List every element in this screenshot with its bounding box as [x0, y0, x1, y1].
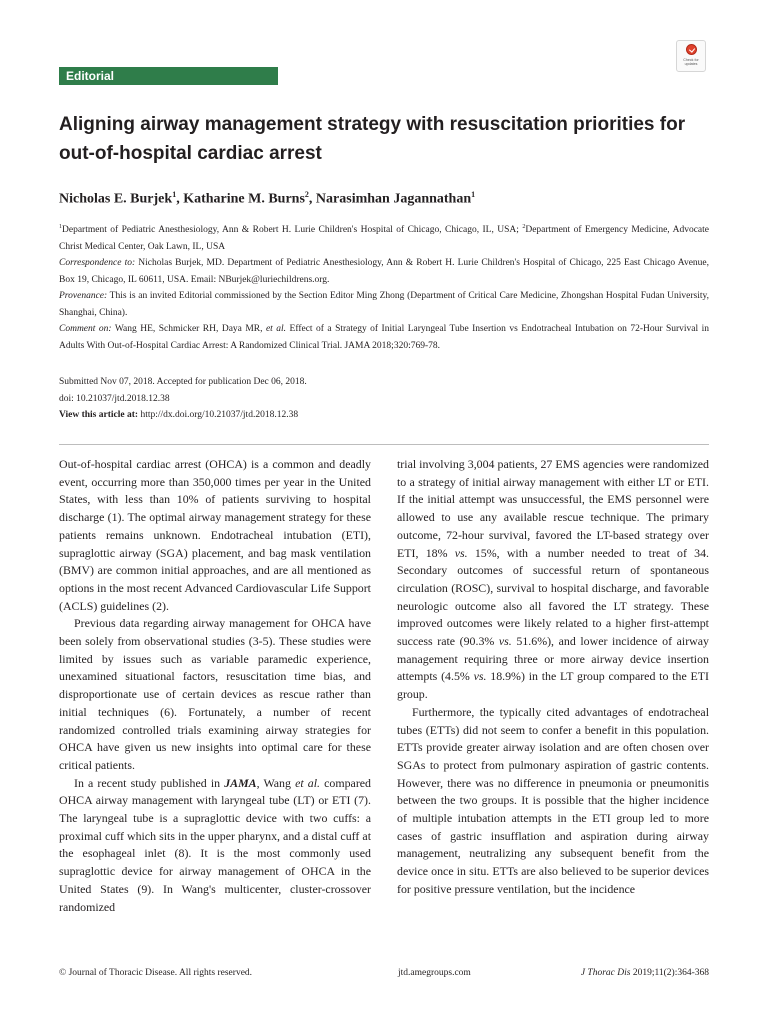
body-paragraph [397, 456, 709, 704]
submission-dates: Submitted Nov 07, 2018. Accepted for publication Dec 06, 2018. [59, 377, 307, 387]
author-name: Katharine M. Burns [183, 191, 305, 207]
author-name: Nicholas E. Burjek [59, 191, 173, 207]
section-label: Editorial [59, 67, 278, 85]
body-paragraph: Furthermore, the typically cited advantages of endotracheal tubes (ETTs) did not seem to confer a benefit in this population. ETTs provide greater airway isolation and are often chosen over SGAs to protect from pulmonary aspiration of gastric contents. However, there was no difference in pneumonia or pneumonitis between the two groups. It is possible that the higher incidence of multiple intubation attempts in the ETI group led to more cases of gastric insufflation and aspiration during airway management, neutralizing any subsequent benefit from the device once in situ. ETTs are also believed to be superior devices for positive pressure ventilation, but the incidence [397, 704, 709, 896]
affiliations [59, 219, 709, 255]
body-column-left [59, 456, 371, 916]
body-paragraph: Out-of-hospital cardiac arrest (OHCA) is a common and deadly event, occurring more than 350,000 times per year in the United States, with less than 10% of patients surviving to hospital discharge (1). The optimal airway management strategy for these patients remains unknown. Endotracheal intubation (ETI), supraglottic airway (SGA) placement, and bag mask ventilation (BMV) are common initial approaches, and are all mentioned as options in the most recent Advanced Cardiovascular Life Support (ACLS) guidelines (2). [59, 457, 371, 613]
copyright: © Journal of Thoracic Disease. All rights reserved. [59, 968, 253, 978]
doi[interactable]: doi: 10.21037/jtd.2018.12.38 [59, 393, 170, 404]
body-paragraph: Previous data regarding airway management for OHCA have been solely from observational studies (3-5). These studies were limited by issues such as variable paramedic experience, unexamined situational factors, resuscitation time bias, and disproportionate use of certain devices as rescue rather than initial techniques (6). Fortunately, a number of recent randomized controlled trials examining airway strategies for OHCA have given us new insights into optimal care for these critical patients. [59, 616, 371, 772]
provenance-text: This is an invited Editorial commissioned by the Section Editor Ming Zhong (Department of Critical Care Medicine, Zhongshan Hospital Fudan University, Shanghai, China). [59, 291, 709, 318]
provenance [59, 288, 709, 321]
comment-on-text: Wang HE, Schmicker RH, Daya MR, [111, 324, 266, 335]
author-affiliation-marker: 1 [172, 190, 177, 199]
correspondence-label: Correspondence to: [59, 258, 136, 269]
comment-on-label: Comment on: [59, 324, 112, 335]
article-title: Aligning airway management strategy with resuscitation priorities for out-of-hospital cardiac arrest [59, 114, 686, 164]
affiliation-marker: 2 [522, 224, 526, 230]
body-text: , Wang [256, 775, 296, 790]
body-text: 18.9%) in the LT group compared to the ETI group. [397, 669, 709, 702]
body-column-right [397, 456, 709, 899]
check-updates-icon [686, 44, 697, 55]
correspondence-text: Nicholas Burjek, MD. Department of Pediatric Anesthesiology, Ann & Robert H. Lurie Children's Hospital of Chicago, 225 East Chicago Avenue, Box 19, Chicago, IL 60611, USA. Email: NBurjek@luriechildrens.org. [59, 258, 710, 285]
etal: et al. [295, 775, 320, 790]
author-affiliation-marker: 1 [471, 190, 476, 199]
body-text: 15%, with a number needed to treat of 34. Secondary outcomes of successful return of spontaneous circulation (ROSC), survival to hospital discharge, and favorable neurologic outcome also all favored the LT strategy. These improved outcomes were likely related to a higher first-attempt success rate (90.3% [397, 545, 709, 649]
author-affiliation-marker: 2 [304, 190, 309, 199]
provenance-label: Provenance: [59, 291, 108, 302]
vs-abbrev: vs. [473, 669, 487, 684]
author-name: Narasimhan Jagannathan [315, 191, 472, 207]
publication-info [59, 374, 709, 424]
body-text: trial involving 3,004 patients, 27 EMS agencies were randomized to a strategy of initial airway management with either LT or ETI. If the initial attempt was unsuccessful, the EMS personnel were allowed to use any available rescue technique. The primary outcome, 72-hour survival, favored the LT-based strategy over ETI, 18% [397, 457, 709, 560]
comment-on-text: Effect of a Strategy of Initial Laryngeal Tube Insertion vs Endotracheal Intubation on 72-Hour Survival in Adults With Out-of-Hospital Cardiac Arrest: A Randomized Clinical Trial. JAMA 2018;320:769-78. [59, 324, 710, 351]
journal-name: JAMA [224, 775, 257, 790]
affiliation-text: Department of Emergency Medicine, Advocate Christ Medical Center, Oak Lawn, IL, USA [59, 225, 709, 252]
body-text: compared OHCA airway management with laryngeal tube (LT) or ETI (7). The laryngeal tube is a supraglottic device with two cuffs: a proximal cuff which sits in the upper pharynx, and a distal cuff at the esophageal inlet (8). It is the most commonly used supraglottic device for airway management of OHCA in the United States (9). In Wang's multicenter, cluster-crossover randomized [59, 775, 371, 914]
comment-on-etal: et al. [265, 324, 287, 335]
citation [581, 966, 709, 980]
journal-abbrev: J Thorac Dis [580, 968, 631, 978]
site-link[interactable]: jtd.amegroups.com [398, 968, 471, 978]
body-paragraph [59, 775, 371, 917]
check-for-updates-badge[interactable] [676, 40, 706, 72]
article-metadata [59, 219, 709, 354]
author-list: Nicholas E. Burjek$^1$, Katharine M. Burns$^2$, Narasimhan Jagannathan$^1$ [59, 190, 476, 207]
view-article-line [59, 407, 709, 424]
page-footer [59, 966, 709, 980]
divider [59, 444, 709, 445]
vs-abbrev: vs. [454, 545, 468, 560]
comment-on [59, 321, 709, 354]
body-text: 51.6%), and lower incidence of airway management requiring three or more airway device insertion attempts (4.5% [397, 634, 709, 684]
check-updates-text: Check for updates [683, 58, 699, 66]
affiliation-marker: 1 [59, 224, 62, 230]
vs-abbrev: vs. [498, 634, 512, 649]
correspondence [59, 255, 709, 288]
citation-text: 2019;11(2):364-368 [630, 968, 709, 978]
affiliation-text: Department of Pediatric Anesthesiology, Ann & Robert H. Lurie Children's Hospital of Chicago, Chicago, IL, USA; [62, 225, 523, 236]
body-text: In a recent study published in [74, 775, 225, 790]
view-article-link[interactable]: http://dx.doi.org/10.21037/jtd.2018.12.38 [138, 410, 299, 420]
view-article-label: View this article at: [59, 410, 139, 420]
